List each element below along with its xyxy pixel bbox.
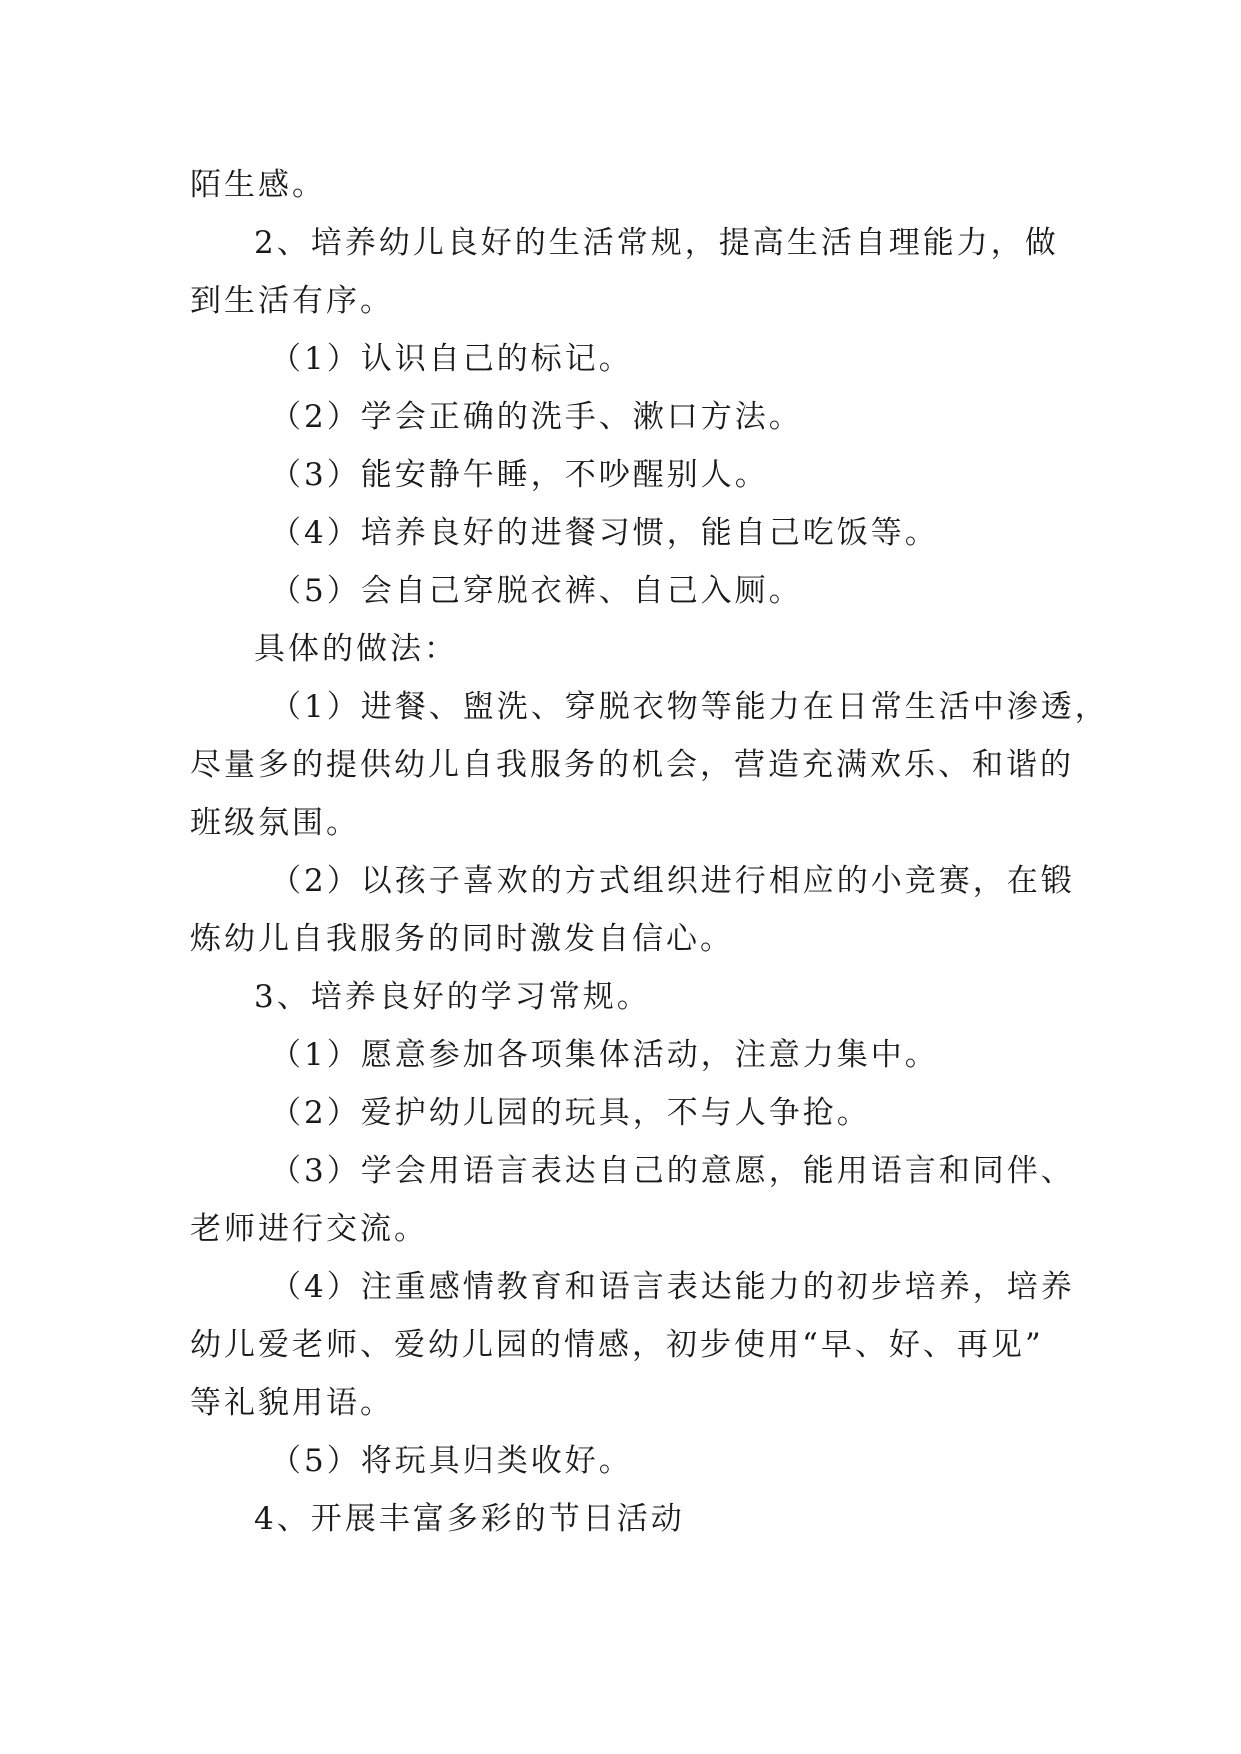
subheading: 具体的做法： xyxy=(254,631,458,667)
section-heading: 2、培养幼儿良好的生活常规，提高生活自理能力，做 xyxy=(254,225,1059,261)
list-item: （4）培养良好的进餐习惯，能自己吃饭等。 xyxy=(270,515,939,551)
section-heading: 4、开展丰富多彩的节日活动 xyxy=(254,1501,685,1537)
list-item: （1）进餐、盥洗、穿脱衣物等能力在日常生活中渗透， xyxy=(270,689,1109,725)
list-item: （2）学会正确的洗手、漱口方法。 xyxy=(270,399,803,435)
text-line: 幼儿爱老师、爱幼儿园的情感，初步使用“早、好、再见” xyxy=(190,1327,1044,1363)
list-item: （2）以孩子喜欢的方式组织进行相应的小竞赛，在锻 xyxy=(270,863,1075,899)
text-line: 等礼貌用语。 xyxy=(190,1385,394,1421)
text-line: 到生活有序。 xyxy=(190,283,394,319)
text-line: 陌生感。 xyxy=(190,167,326,203)
list-item: （2）爱护幼儿园的玩具，不与人争抢。 xyxy=(270,1095,871,1131)
text-line: 炼幼儿自我服务的同时激发自信心。 xyxy=(190,921,734,957)
list-item: （5）会自己穿脱衣裤、自己入厕。 xyxy=(270,573,803,609)
section-heading: 3、培养良好的学习常规。 xyxy=(254,979,651,1015)
list-item: （1）愿意参加各项集体活动，注意力集中。 xyxy=(270,1037,939,1073)
text-line: 尽量多的提供幼儿自我服务的机会，营造充满欢乐、和谐的 xyxy=(190,747,1074,783)
list-item: （3）能安静午睡，不吵醒别人。 xyxy=(270,457,769,493)
list-item: （1）认识自己的标记。 xyxy=(270,341,633,377)
document-body xyxy=(190,156,1109,1548)
list-item: （5）将玩具归类收好。 xyxy=(270,1443,633,1479)
text-line: 老师进行交流。 xyxy=(190,1211,428,1247)
list-item: （3）学会用语言表达自己的意愿，能用语言和同伴、 xyxy=(270,1153,1075,1189)
text-line: 班级氛围。 xyxy=(190,805,360,841)
list-item: （4）注重感情教育和语言表达能力的初步培养，培养 xyxy=(270,1269,1075,1305)
